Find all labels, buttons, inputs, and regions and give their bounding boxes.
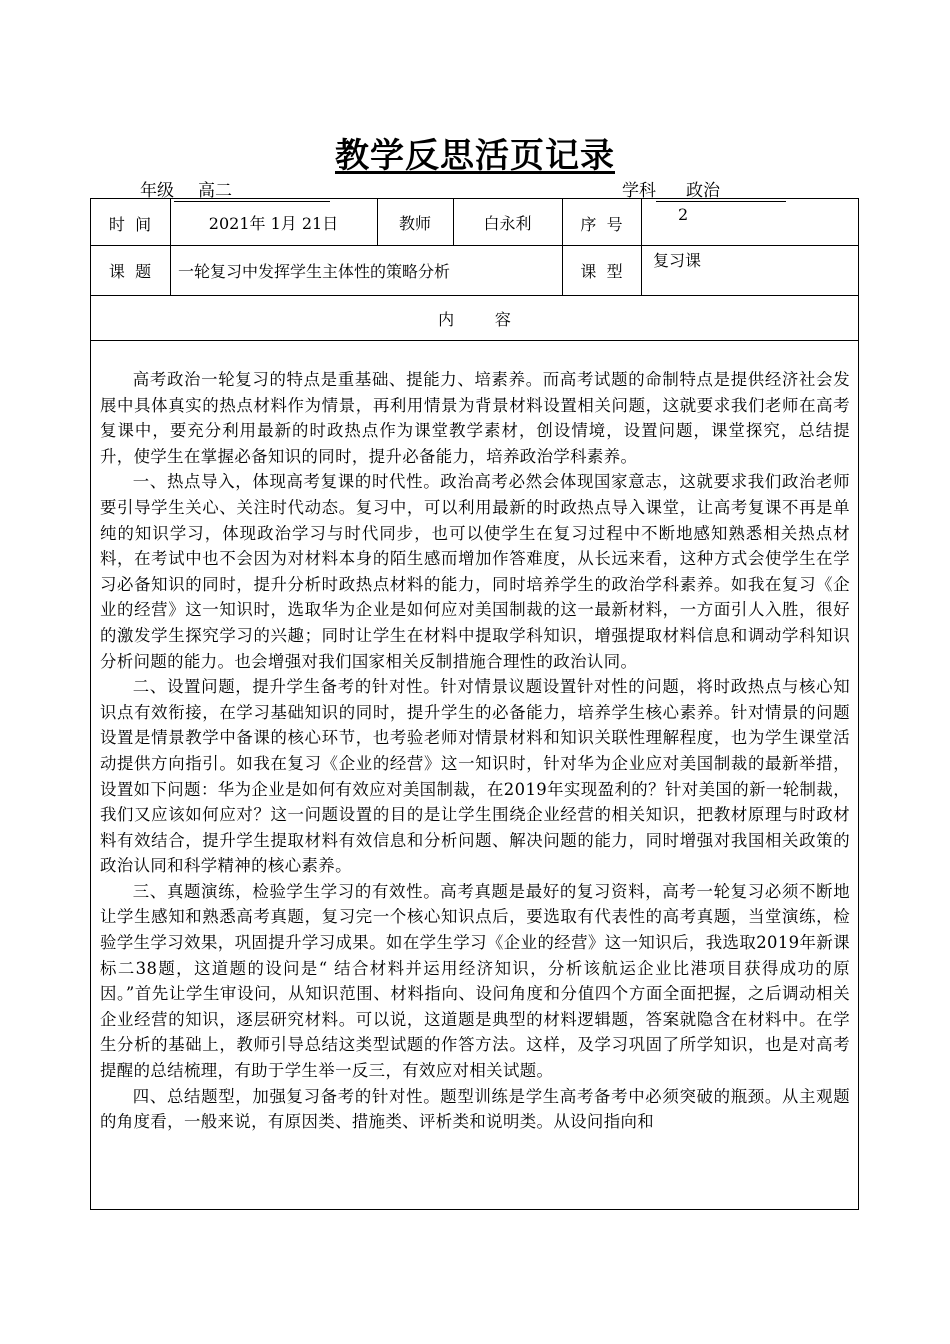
content-header: 内 容 [438,310,511,329]
paragraph: 高考政治一轮复习的特点是重基础、提能力、培素养。而高考试题的命制特点是提供经济社会发展中具体真实的热点材料作为情景，再利用情景为背景材料设置相关问题，这就要求我们老师在高考复课中，要充分利用最新的时政热点作为课堂教学素材，创设情境，设置问题，课堂探究，总结提升，使学生在掌握必备知识的同时，提升必备能力，培养政治学科素养。 [100,370,850,466]
paragraph: 二、设置问题，提升学生备考的针对性。针对情景议题设置针对性的问题，将时政热点与核心知识点有效衔接，在学习基础知识的同时，提升学生的必备能力，培养学生核心素养。针对情景的问题设置是情景教学中备课的核心环节，也考验老师对情景材料和知识关联性理解程度，也为学生课堂活动提供方向指引。如我在复习《企业的经营》这一知识时，针对华为企业应对美国制裁的最新举措，设置如下问题：华为企业是如何有效应对美国制裁，在2019年实现盈利的？针对美国的新一轮制裁，我们又应该如何应对？这一问题设置的目的是让学生围绕企业经营的相关知识，把教材原理与时政材料有效结合，提升学生提取材料有效信息和分析问题、解决问题的能力，同时增强对我国相关政策的政治认同和科学精神的核心素养。 [100,677,850,876]
table-divider [90,340,859,341]
grade-value: 高二 [174,181,330,202]
seq-label: 序 号 [580,215,623,234]
paragraph: 一、热点导入，体现高考复课的时代性。政治高考必然会体现国家意志，这就要求我们政治老师要引导学生关心、关注时代动态。复习中，可以利用最新的时政热点导入课堂，让高考复课不再是单纯的知识学习，体现政治学习与时代同步，也可以使学生在复习过程中不断地感知熟悉相关热点材料，在考试中也不会因为对材料本身的陌生感而增加作答难度，从长远来看，这种方式会使学生在学习必备知识的同时，提升分析时政热点材料的能力，同时培养学生的政治学科素养。如我在复习《企业的经营》这一知识时，选取华为企业是如何应对美国制裁的这一最新材料，一方面引人入胜，很好的激发学生探究学习的兴趣；同时让学生在材料中提取学科知识，增强提取材料信息和调动学科知识分析问题的能力。也会增强对我们国家相关反制措施合理性的政治认同。 [100,472,850,671]
teacher-value: 白永利 [483,214,532,233]
topic-value: 一轮复习中发挥学生主体性的策略分析 [178,262,451,281]
paragraph: 四、总结题型，加强复习备考的针对性。题型训练是学生高考备考中必须突破的瓶颈。从主观题的角度看，一般来说，有原因类、措施类、评析类和说明类。从设问指向和 [100,1086,850,1132]
table-divider [90,295,859,296]
table-divider [641,198,642,295]
table-divider [170,198,171,295]
table-divider [90,245,859,246]
subject-value: 政治 [656,181,786,202]
paragraph: 三、真题演练，检验学生学习的有效性。高考真题是最好的复习资料，高考一轮复习必须不断地让学生感知和熟悉高考真题，复习完一个核心知识点后，要选取有代表性的高考真题，当堂演练，检验学生学习效果，巩固提升学习成果。如在学生学习《企业的经营》这一知识后，我选取2019年新课标二38题，这道题的设问是“ 结合材料并运用经济知识，分析该航运企业比港项目获得成功的原因。”首先让学生审设问，从知识范围、材料指向、设问角度和分值四个方面全面把握，之后调动相关企业经营的知识，逐层研究材料。可以说，这道题是典型的材料逻辑题，答案就隐含在材料中。在学生分析的基础上，教师引导总结这类型试题的作答方法。这样，及学习巩固了所学知识，也是对高考提醒的总结梳理，有助于学生举一反三，有效应对相关试题。 [100,881,850,1081]
type-label: 课 型 [580,262,623,281]
grade-label: 年级 [140,181,174,201]
date-value: 2021年 1月 21日 [208,214,339,233]
time-label: 时 间 [108,215,152,234]
teacher-label: 教师 [398,214,431,233]
subject-label: 学科 [622,181,656,201]
type-value: 复习课 [653,251,702,270]
page-title: 教学反思活页记录 [335,136,615,176]
topic-label: 课 题 [108,262,152,281]
seq-value: 2 [678,205,689,224]
reflection-content [100,367,850,1135]
